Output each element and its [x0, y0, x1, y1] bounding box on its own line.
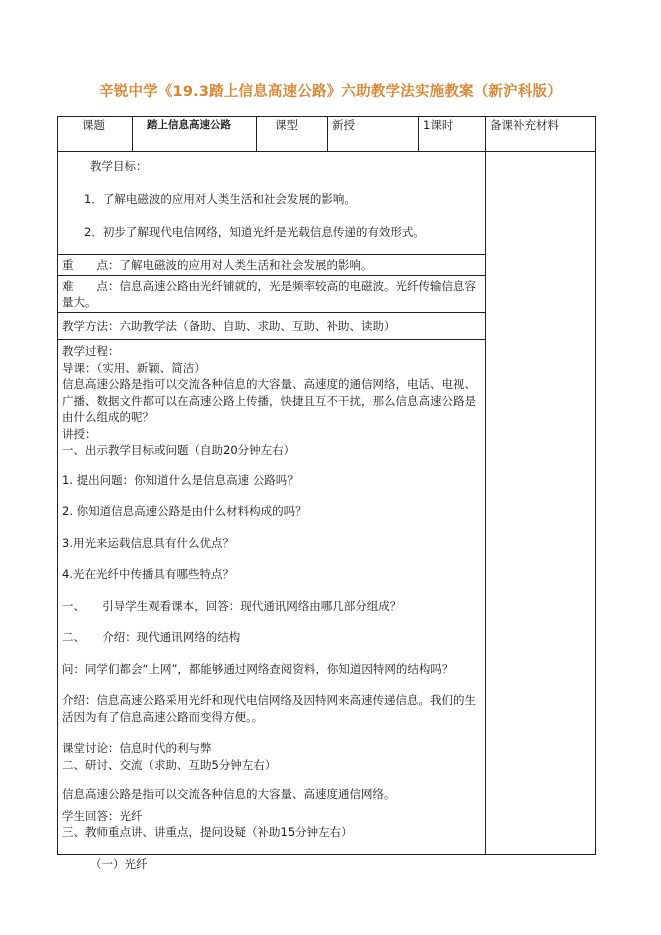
intro-text: 信息高速公路是指可以交流各种信息的大容量、高速度的通信网络，电话、电视、广播、数据文件都可以在高速公路上传播，快捷且互不干扰，那么信息高速公路是由什么组成的呢？ — [62, 377, 476, 424]
definition-text: 信息高速公路是指可以交流各种信息的大容量、高速度通信网络。 — [62, 787, 396, 801]
teaching-process — [58, 340, 485, 871]
question-item: 3.用光来运载信息具有什么优点？ — [62, 535, 234, 550]
goal-item: 2．初步了解现代电信网络，知道光纤是光载信息传递的有效形式。 — [84, 225, 425, 239]
step-heading: 三、教师重点讲、讲重点，提问设疑（补助15分钟左右） — [62, 825, 353, 839]
question-text: 问：同学们都会“上网”，都能够通过网络查阅资料，你知道因特网的结构吗？ — [62, 661, 454, 676]
question-item: 4.光在光纤中传播具有哪些特点？ — [62, 567, 234, 581]
supplement-label: 备课补充材料 — [486, 117, 596, 152]
student-answer: 学生回答：光纤 — [62, 808, 143, 823]
discussion-text: 课堂讨论：信息时代的利与弊 — [62, 741, 212, 755]
question-item: 2. 你知道信息高速公路是由什么材料构成的吗？ — [62, 504, 307, 518]
document-title: 辛锐中学《19.3踏上信息高速公路》六助教学法实施教案（新沪科版） — [99, 84, 562, 100]
main-content-cell — [58, 152, 486, 871]
body-row — [58, 152, 596, 855]
intro-label: 导课：（实用、新颖、简洁） — [62, 360, 206, 375]
key-points: 重 点：了解电磁波的应用对人类生活和社会发展的影响。 — [58, 255, 485, 276]
step-heading: 一、出示教学目标或问题（自助20分钟左右） — [62, 443, 296, 457]
guide-item: 二、 介绍：现代通讯网络的结构 — [62, 630, 241, 644]
step-heading: 二、研讨、交流（求助、互助5分钟左右） — [62, 757, 277, 772]
introduction-text: 介绍：信息高速公路采用光纤和现代电信网络及因特网来高速传递信息。我们的生活因为有了信息高速公路而变得方便。。 — [62, 693, 476, 724]
lesson-type-value: 新授 — [328, 117, 419, 152]
subject-label: 课题 — [58, 117, 133, 152]
period-value: 1课时 — [419, 117, 486, 152]
lecture-label: 讲授： — [62, 426, 97, 441]
lesson-type-label: 课型 — [257, 117, 328, 152]
question-item: 1. 提出问题：你知道什么是信息高速 公路吗？ — [62, 472, 299, 487]
goals-title: 教学目标： — [90, 159, 148, 173]
teaching-goals — [58, 152, 485, 255]
guide-item: 一、 引导学生观看课本，回答：现代通讯网络由哪几部分组成？ — [62, 598, 402, 613]
header-row — [58, 117, 596, 152]
lesson-plan-table — [57, 116, 596, 871]
teaching-method: 教学方法：六助教学法（备助、自助、求助、互助、补助、读助） — [58, 313, 485, 340]
process-title: 教学过程： — [62, 344, 120, 358]
goal-item: 1．了解电磁波的应用对人类生活和社会发展的影响。 — [84, 192, 356, 206]
sub-heading: （一）光纤 — [90, 856, 148, 871]
difficulty-points: 难 点：信息高速公路由光纤铺就的，光是频率较高的电磁波。光纤传输信息容量大。 — [58, 276, 485, 313]
supplement-material-cell — [486, 152, 596, 855]
subject-value: 踏上信息高速公路 — [133, 117, 257, 152]
